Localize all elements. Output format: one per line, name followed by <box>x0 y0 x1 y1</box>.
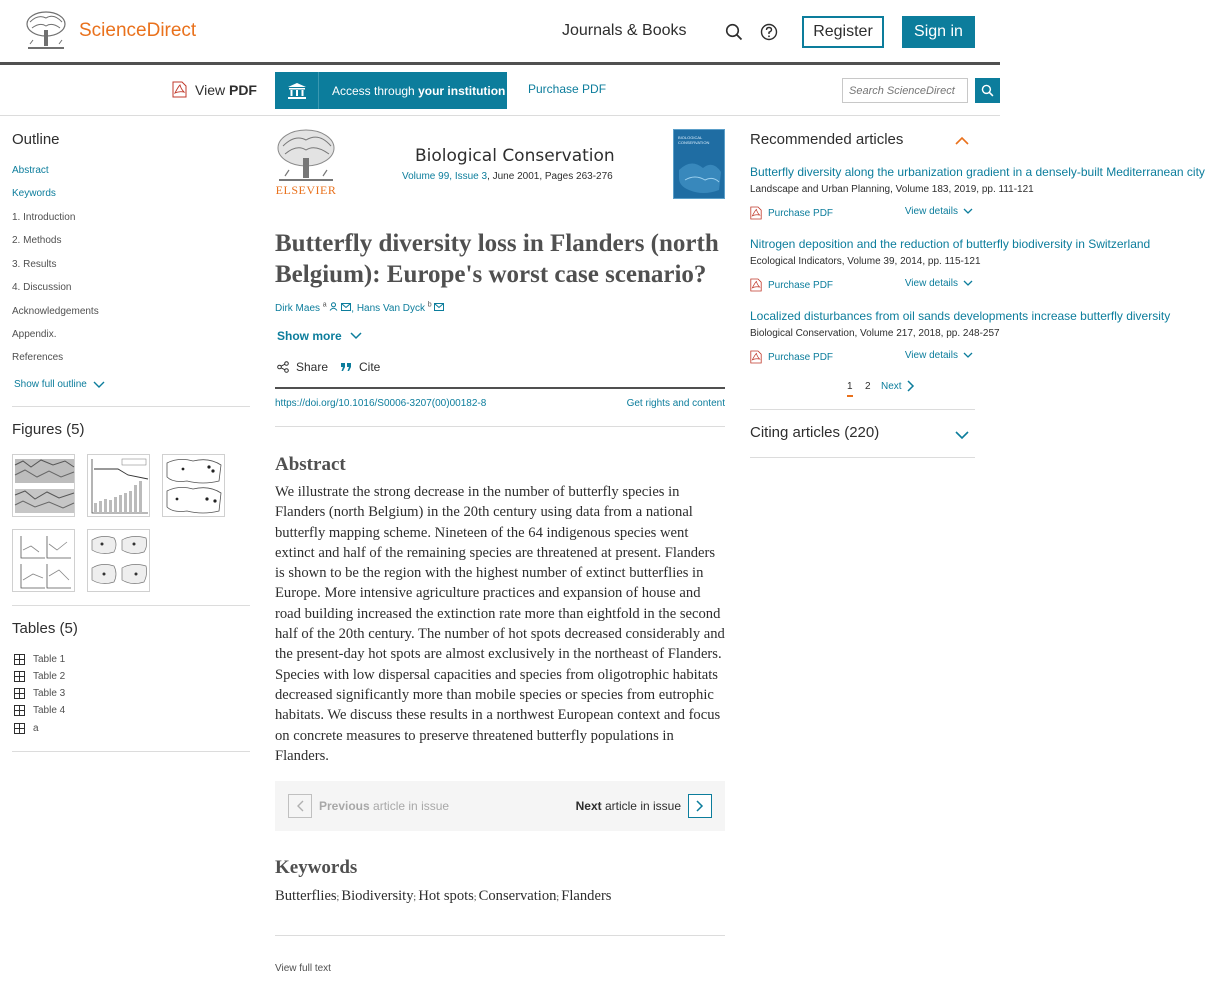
view-details-label: View details <box>904 206 958 217</box>
next-page-link[interactable] <box>881 380 915 392</box>
chevron-down-icon <box>350 332 362 340</box>
table-link[interactable] <box>14 723 39 734</box>
view-pdf-label <box>195 82 257 98</box>
show-full-outline-label: Show full outline <box>14 379 87 390</box>
outline-item-introduction[interactable]: 1. Introduction <box>12 212 76 223</box>
keywords-list <box>275 888 611 905</box>
recommended-purchase-pdf[interactable] <box>750 350 833 364</box>
show-more-button[interactable] <box>277 329 362 343</box>
elsevier-tree-logo[interactable] <box>24 10 68 52</box>
recommended-article-link[interactable]: Butterfly diversity along the urbanization gradient in a densely-built Mediterranean city <box>750 165 1205 179</box>
sciencedirect-logo[interactable]: ScienceDirect <box>79 20 197 41</box>
table-label: Table 4 <box>33 705 66 716</box>
keyword: Butterflies <box>275 888 337 904</box>
previous-article-button[interactable] <box>288 794 312 818</box>
figures-title: Figures (5) <box>12 421 85 438</box>
access-institution-button[interactable] <box>275 72 507 109</box>
next-bold: Next <box>575 799 602 813</box>
institution-icon <box>275 72 319 109</box>
email-icon[interactable] <box>434 303 444 311</box>
chevron-down-icon[interactable] <box>955 431 969 440</box>
journals-books-link[interactable]: Journals & Books <box>562 22 687 39</box>
cite-button[interactable] <box>340 360 380 374</box>
author-link[interactable] <box>275 303 327 314</box>
doi-bottom-divider <box>275 426 725 427</box>
search-input[interactable] <box>842 78 968 103</box>
show-full-outline-button[interactable] <box>14 379 105 390</box>
page-1-link[interactable]: 1 <box>847 381 865 392</box>
cover-title: BIOLOGICAL CONSERVATION <box>678 135 710 145</box>
recommended-purchase-pdf[interactable] <box>750 206 833 220</box>
volume-issue-link[interactable]: Volume 99, Issue 3 <box>402 171 488 182</box>
chevron-down-icon <box>963 208 973 215</box>
keyword-separator: ; <box>336 892 342 902</box>
access-prefix: Access through <box>332 83 415 98</box>
table-icon <box>14 705 25 716</box>
table-label: Table 1 <box>33 654 66 665</box>
keyword: Flanders <box>561 888 612 904</box>
next-page-label: Next <box>881 380 902 392</box>
issue-navigation <box>275 781 725 831</box>
next-article-button[interactable] <box>688 794 712 818</box>
table-icon <box>14 654 25 665</box>
doi-divider <box>275 387 725 389</box>
search-icon[interactable] <box>725 23 743 41</box>
figure-thumbnail[interactable] <box>87 454 150 517</box>
elsevier-wordmark: ELSEVIER <box>275 183 337 197</box>
abstract-text: We illustrate the strong decrease in the number of butterfly species in Flanders (north Belgium) in the 20th century using data from a national butterfly mapping scheme. Nineteen of the 64 indigenous species went extinct and half of the remaining species are threatened at present. Flanders is shown to be the region with the highest number of extinct butterflies in Europe. More intensive agriculture practices and expansion of house and road building increased the extinction rate more than eightfold in the second half of the 20th century. The number of hot spots decreased considerably and the present-day hot spots are almost exclusively in the northeast of Flanders. Species with low dispersal capacities and species from oligotrophic habitats decreased significantly more than mobile species or species from eutrophic habitats. We discuss these results in a northwest European context and focus on concrete measures to preserve threatened butterfly populations in Flanders. <box>275 484 725 764</box>
access-label <box>319 84 505 98</box>
table-icon <box>14 723 25 734</box>
outline-title: Outline <box>12 131 60 148</box>
author-separator: , <box>351 303 357 315</box>
share-label: Share <box>296 360 329 374</box>
recommended-article-source: Landscape and Urban Planning, Volume 183, 2019, pp. 111-121 <box>750 184 1034 195</box>
affiliation-sup: a <box>322 302 327 309</box>
access-bold: your institution <box>418 83 506 98</box>
outline-item-results[interactable]: 3. Results <box>12 259 57 270</box>
view-full-text-link[interactable]: View full text <box>275 963 331 974</box>
view-details-toggle[interactable] <box>905 278 973 289</box>
previous-bold: Previous <box>319 799 370 813</box>
top-header <box>0 0 1000 62</box>
table-label: a <box>33 723 39 734</box>
figure-thumbnail[interactable] <box>12 529 75 592</box>
purchase-pdf-link[interactable]: Purchase PDF <box>528 82 607 96</box>
person-icon <box>329 302 338 311</box>
keyword-separator: ; <box>556 892 562 902</box>
keyword-separator: ; <box>413 892 419 902</box>
chevron-down-icon <box>963 280 973 287</box>
chevron-right-icon <box>907 380 915 392</box>
outline-item-methods[interactable]: 2. Methods <box>12 235 62 246</box>
purchase-pdf-label: Purchase PDF <box>768 207 834 219</box>
cite-label: Cite <box>359 360 381 374</box>
view-details-toggle[interactable] <box>905 350 973 361</box>
author-list <box>275 302 444 314</box>
recommended-article-source: Biological Conservation, Volume 217, 2018, pp. 248-257 <box>750 328 1000 339</box>
recommended-divider <box>750 409 975 410</box>
table-icon <box>14 688 25 699</box>
outline-item-keywords[interactable]: Keywords <box>12 188 56 199</box>
pdf-icon <box>172 81 187 98</box>
table-label: Table 2 <box>33 671 66 682</box>
journal-title-link[interactable]: Biological Conservation <box>415 146 615 166</box>
next-rest: article in issue <box>604 799 681 813</box>
keyword: Biodiversity <box>341 888 414 904</box>
view-details-label: View details <box>904 350 958 361</box>
pdf-icon <box>750 278 762 292</box>
register-button[interactable]: Register <box>802 16 884 48</box>
view-pdf-link[interactable] <box>172 81 257 98</box>
outline-item-appendix[interactable]: Appendix. <box>12 329 57 340</box>
journal-volume-info <box>402 171 613 182</box>
show-more-label: Show more <box>277 329 342 343</box>
purchase-pdf-label: Purchase PDF <box>768 279 834 291</box>
recommended-pager <box>847 380 915 392</box>
cover-art <box>675 150 725 198</box>
share-button[interactable] <box>277 360 328 374</box>
recommended-article-link[interactable]: Nitrogen deposition and the reduction of butterfly biodiversity in Switzerland <box>750 237 1151 251</box>
elsevier-tree-icon <box>275 128 337 184</box>
outline-item-abstract[interactable]: Abstract <box>12 165 49 176</box>
recommended-article-source: Ecological Indicators, Volume 39, 2014, pp. 115-121 <box>750 256 981 267</box>
chevron-left-icon <box>296 800 304 812</box>
pdf-icon <box>750 206 762 220</box>
help-icon[interactable] <box>760 23 778 41</box>
share-icon <box>277 361 289 373</box>
page-2-link[interactable]: 2 <box>865 380 871 392</box>
recommended-article-link[interactable]: Localized disturbances from oil sands developments increase butterfly diversity <box>750 309 1171 323</box>
tables-title: Tables (5) <box>12 620 78 637</box>
article-toolbar <box>0 65 1000 116</box>
rights-link[interactable]: Get rights and content <box>626 398 725 409</box>
previous-article-label[interactable] <box>319 799 449 813</box>
abstract-heading: Abstract <box>275 454 346 475</box>
outline-divider <box>12 406 250 407</box>
recommended-articles-title: Recommended articles <box>750 131 904 148</box>
outline-item-discussion[interactable]: 4. Discussion <box>12 282 72 293</box>
doi-link[interactable]: https://doi.org/10.1016/S0006-3207(00)00182-8 <box>275 398 487 409</box>
keyword: Conservation <box>478 888 557 904</box>
journal-cover-image[interactable] <box>673 129 725 199</box>
chevron-up-icon[interactable] <box>955 136 969 145</box>
chevron-right-icon <box>696 800 704 812</box>
keywords-heading: Keywords <box>275 857 358 878</box>
quote-icon <box>340 362 352 372</box>
next-article-label[interactable] <box>576 799 681 813</box>
figure-thumbnail[interactable] <box>87 529 150 592</box>
view-details-toggle[interactable] <box>905 206 973 217</box>
purchase-pdf-label: Purchase PDF <box>768 351 834 363</box>
sign-in-button[interactable]: Sign in <box>902 16 975 48</box>
view-pdf-prefix: View <box>195 81 226 98</box>
table-link[interactable] <box>14 671 65 682</box>
citing-articles-title[interactable]: Citing articles (220) <box>750 424 880 441</box>
figure-thumbnail[interactable] <box>162 454 225 517</box>
keywords-divider <box>275 935 725 936</box>
table-icon <box>14 671 25 682</box>
figure-thumbnail[interactable] <box>12 454 75 517</box>
previous-rest: article in issue <box>373 799 450 813</box>
author-name: Dirk Maes <box>275 303 321 315</box>
outline-item-acknowledgements[interactable]: Acknowledgements <box>12 306 99 317</box>
table-link[interactable] <box>14 705 65 716</box>
search-icon <box>981 84 994 97</box>
keyword-separator: ; <box>473 892 479 902</box>
author-link[interactable] <box>357 303 432 314</box>
figures-divider <box>12 605 250 606</box>
email-icon[interactable] <box>341 303 351 311</box>
table-label: Table 3 <box>33 688 66 699</box>
keyword: Hot spots <box>418 888 474 904</box>
chevron-down-icon <box>93 381 105 389</box>
tables-divider <box>12 751 250 752</box>
table-link[interactable] <box>14 654 65 665</box>
view-pdf-bold: PDF <box>228 81 257 98</box>
search-submit-button[interactable] <box>975 78 1000 103</box>
outline-item-references[interactable]: References <box>12 352 64 363</box>
table-link[interactable] <box>14 688 65 699</box>
date-pages: , June 2001, Pages 263-276 <box>487 171 613 182</box>
pdf-icon <box>750 350 762 364</box>
elsevier-logo[interactable] <box>275 128 337 198</box>
chevron-down-icon <box>963 352 973 359</box>
author-name: Hans Van Dyck <box>356 303 426 315</box>
recommended-purchase-pdf[interactable] <box>750 278 833 292</box>
article-title: Butterfly diversity loss in Flanders (north Belgium): Europe's worst case scenario? <box>275 230 719 288</box>
affiliation-sup: b <box>427 302 432 309</box>
citing-divider <box>750 457 975 458</box>
view-details-label: View details <box>904 278 958 289</box>
